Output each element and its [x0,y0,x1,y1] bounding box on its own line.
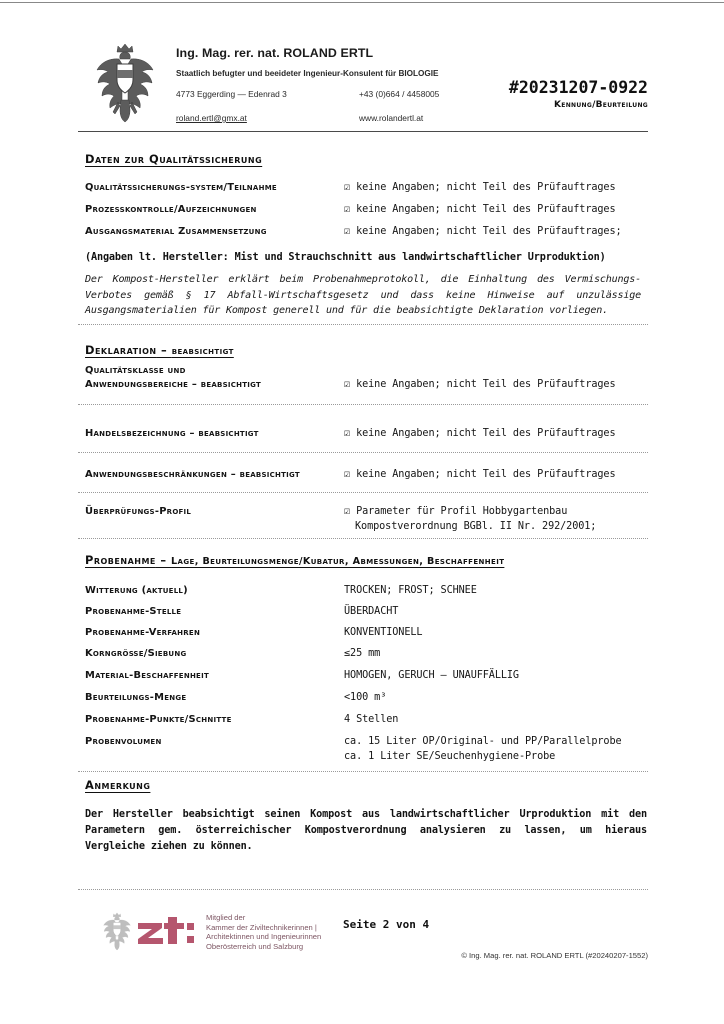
row-value-qs-system: ☑ keine Angaben; nicht Teil des Prüfauftrages [344,182,616,193]
membership-line-2: Kammer der Ziviltechnikerinnen | [206,922,317,932]
page-number: Seite 2 von 4 [343,918,430,931]
manufacturer-note: (Angaben lt. Hersteller: Mist und Strauchschnitt aus landwirtschaftlicher Urproduktion) [85,252,606,263]
divider-after-probenahme [78,771,648,772]
footer-austrian-eagle-coat-of-arms-icon [100,911,134,951]
engineer-name: Ing. Mag. rer. nat. ROLAND ERTL [176,46,374,60]
document-id: #20231207-0922 [508,78,648,97]
anmerkung-line-3: Vergleiche ziehen zu können. [85,841,253,852]
row-value-handelsbezeichnung: ☑ keine Angaben; nicht Teil des Prüfauftrages [344,428,616,439]
row-label-witterung: Witterung (aktuell) [85,585,188,596]
row-value-witterung: TROCKEN; FROST; SCHNEE [344,585,477,596]
section-heading-probenahme-sub: Lage, Beurteilungsmenge/Kubatur, Abmessungen, Beschaffenheit [171,556,505,567]
row-value-korngroesse: ≤25 mm [344,648,381,659]
row-value-profil-line1: ☑ Parameter für Profil Hobbygartenbau [344,506,568,517]
divider-after-handelsbezeichnung [78,452,648,453]
row-value-probenvolumen-line1: ca. 15 Liter OP/Original- und PP/Parallelprobe [344,736,622,747]
chamber-membership-text [206,913,321,951]
row-label-material-beschaffenheit: Material-Beschaffenheit [85,670,209,681]
row-value-probenvolumen-line2: ca. 1 Liter SE/Seuchenhygiene-Probe [344,751,556,762]
document-id-caption: Kennung/Beurteilung [554,100,648,110]
document-id-block [438,78,648,110]
row-label-ausgangsmaterial: Ausgangsmaterial Zusammensetzung [85,226,267,237]
row-label-anwendungsbeschraenkungen: Anwendungsbeschränkungen – beabsichtigt [85,469,300,480]
row-value-ausgangsmaterial: ☑ keine Angaben; nicht Teil des Prüfauftrages; [344,226,622,237]
divider-after-declaration [78,324,648,325]
row-value-beurteilungs-menge: <100 m³ [344,692,387,703]
section-heading-probenahme-dash: – [155,553,172,567]
section-heading-deklaration-main: Deklaration [85,343,157,357]
row-label-probenvolumen: Probenvolumen [85,736,162,747]
row-value-probenahme-verfahren: KONVENTIONELL [344,627,423,638]
declaration-statement [85,272,641,319]
membership-line-3: Architektinnen und Ingenieurinnen [206,932,322,942]
section-heading-probenahme-main: Probenahme [85,553,156,567]
section-heading-probenahme [85,553,504,567]
row-value-anwendungsbereiche: ☑ keine Angaben; nicht Teil des Prüfauftrages [344,379,616,390]
divider-after-anwendungsbeschraenkungen [78,492,648,493]
declaration-line-1: Der Kompost-Hersteller erklärt beim Probenahmeprotokoll, die Einhaltung des Vermischungs- [85,274,641,285]
section-heading-deklaration-dash: – [156,343,172,357]
header-web-row [176,113,476,126]
row-value-probenahme-punkte: 4 Stellen [344,714,399,725]
row-label-probenahme-verfahren: Probenahme-Verfahren [85,627,201,638]
row-label-probenahme-stelle: Probenahme-Stelle [85,606,182,617]
section-heading-anmerkung: Anmerkung [85,778,151,792]
row-value-material-beschaffenheit: HOMOGEN, GERUCH – UNAUFFÄLLIG [344,670,519,681]
row-label-ueberpruefungs-profil: Überprüfungs-Profil [85,506,192,517]
austrian-eagle-coat-of-arms-icon [94,40,156,124]
header-divider [78,131,648,132]
divider-after-anwendungsbereiche [78,404,648,405]
row-label-qualitaetsklasse-line1: Qualitätsklasse und [85,365,186,376]
row-label-korngroesse: Korngröße/Siebung [85,648,187,659]
phone-text: +43 (0)664 / 4458005 [359,89,440,99]
membership-line-1: Mitglied der [206,913,246,922]
row-label-probenahme-punkte: Probenahme-Punkte/Schnitte [85,714,232,725]
page-top-border [0,2,724,3]
section-heading-qualitaetssicherung: Daten zur Qualitätssicherung [85,152,263,166]
anmerkung-paragraph [85,807,647,855]
section-heading-deklaration-sub: beabsichtigt [171,346,234,357]
row-value-probenahme-stelle: ÜBERDACHT [344,606,399,617]
row-value-anwendungsbeschraenkungen: ☑ keine Angaben; nicht Teil des Prüfauftrages [344,469,616,480]
row-label-anwendungsbereiche: Anwendungsbereiche – beabsichtigt [85,379,262,390]
row-value-prozesskontrolle: ☑ keine Angaben; nicht Teil des Prüfauftrages [344,204,616,215]
document-footer [78,905,648,985]
row-label-prozesskontrolle: Prozesskontrolle/Aufzeichnungen [85,204,257,215]
declaration-line-3: Ausgangsmaterialien für Kompost generell und für die beabsichtigte Deklaration vorliegen. [85,305,609,316]
zt-chamber-logo-icon [136,917,198,947]
row-label-handelsbezeichnung: Handelsbezeichnung – beabsichtigt [85,428,259,439]
copyright-notice: © Ing. Mag. rer. nat. ROLAND ERTL (#20240207-1552) [461,951,648,960]
declaration-line-2: Verbotes gemäß § 17 Abfall-Wirtschaftsgesetz und dass keine Hinweise auf unzulässige [85,289,641,301]
email-link[interactable]: roland.ertl@gmx.at [176,113,247,123]
divider-after-profil [78,538,648,539]
engineer-title: Staatlich befugter und beeideter Ingenieur-Konsulent für BIOLOGIE [176,69,439,78]
website-link[interactable]: www.rolandertl.at [359,113,424,123]
row-label-beurteilungs-menge: Beurteilungs-Menge [85,692,187,703]
address-text: 4773 Eggerding — Edenrad 3 [176,89,287,99]
section-heading-deklaration [85,343,234,357]
divider-above-footer [78,889,648,890]
header-address-row [176,89,476,102]
row-label-qs-system: Qualitätssicherungs-system/Teilnahme [85,182,277,193]
anmerkung-line-1: Der Hersteller beabsichtigt seinen Kompost aus landwirtschaftlicher Urproduktion mit den [85,809,647,820]
membership-line-4: Oberösterreich und Salzburg [206,941,304,951]
row-value-profil-line2: Kompostverordnung BGBl. II Nr. 292/2001; [355,521,597,532]
anmerkung-line-2: Parametern gem. österreichischer Kompostverordnung analysieren zu lassen, um hieraus [85,825,647,836]
document-header [78,40,648,126]
header-contact-block [176,46,476,126]
